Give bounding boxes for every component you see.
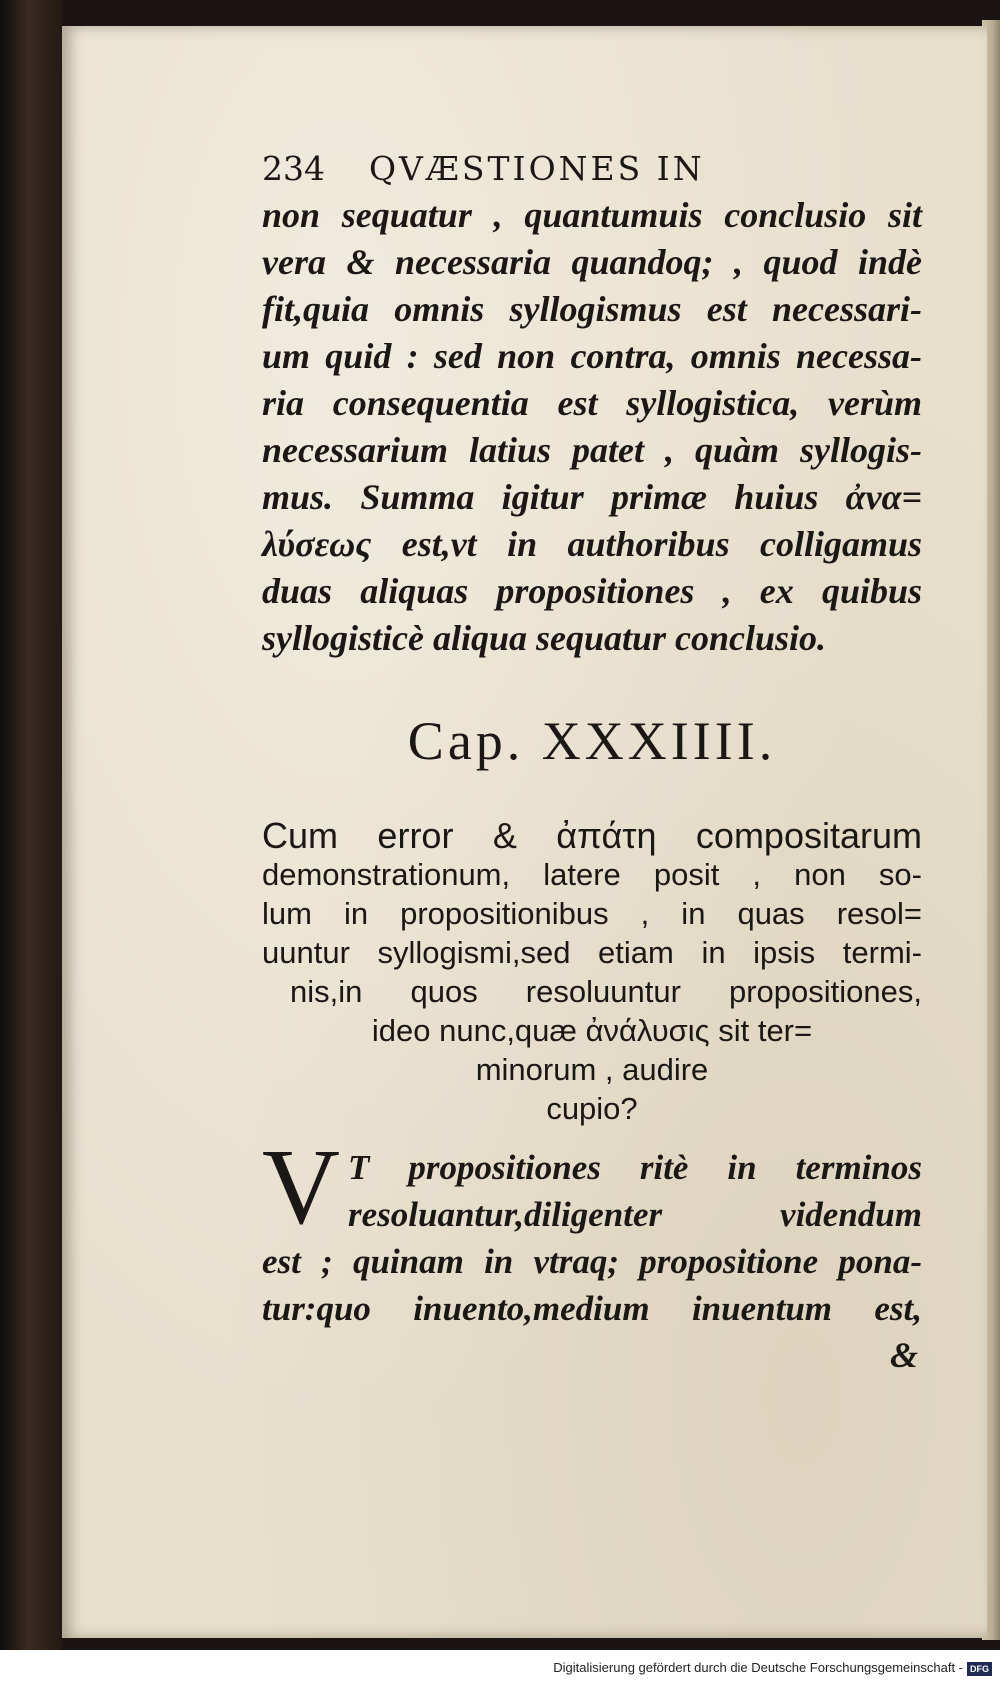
answer-block <box>262 1128 922 1332</box>
footer-credit: Digitalisierung gefördert durch die Deutsche Forschungsgemeinschaft - <box>553 1660 963 1675</box>
text-line: resoluantur,diligenter videndum <box>348 1195 922 1234</box>
chapter-heading: Cap. XXXIIII. <box>407 711 777 771</box>
text-line: nis,in quos resoluuntur propositiones, <box>290 974 922 1009</box>
text-line: uuntur syllogismi,sed etiam in ipsis termi- <box>262 935 922 970</box>
text-line: minorum , audire <box>475 1052 709 1087</box>
paragraph-1 <box>262 192 922 662</box>
text-line: T propositiones ritè in terminos <box>348 1148 922 1187</box>
text-line: mus. Summa igitur primæ huius ἀνα= <box>262 477 922 517</box>
running-header <box>262 146 922 192</box>
book-spine <box>0 0 62 1650</box>
text-line: lum in propositionibus , in quas resol= <box>262 896 922 931</box>
page-number: 234 <box>262 149 325 188</box>
text-line: vera & necessaria quandoq; , quod indè <box>262 242 922 282</box>
text-line: λύσεως est,vt in authoribus colligamus <box>262 524 922 564</box>
text-line: necessarium latius patet , quàm syllogis- <box>262 430 922 470</box>
text-line: demonstrationum, latere posit , non so- <box>262 857 922 892</box>
text-line: syllogisticè aliqua sequatur conclusio. <box>262 618 827 658</box>
text-line: ria consequentia est syllogistica, verùm <box>262 383 922 423</box>
dfg-logo-icon: DFG <box>967 1662 992 1676</box>
running-head: QVÆSTIONES IN <box>369 149 705 188</box>
text-line: tur:quo inuento,medium inuentum est, <box>262 1289 922 1328</box>
question-block <box>262 816 922 1128</box>
text-line: duas aliquas propositiones , ex quibus <box>262 571 922 611</box>
drop-cap: V <box>262 1128 340 1247</box>
page-text <box>262 146 922 1378</box>
text-line: Cum error & ἀπάτη compositarum <box>262 815 922 856</box>
text-line: um quid : sed non contra, omnis necessa- <box>262 336 922 376</box>
text-line: fit,quia omnis syllogismus est necessari- <box>262 289 922 329</box>
text-line: non sequatur , quantumuis conclusio sit <box>262 195 922 235</box>
digitization-footer <box>0 1650 1000 1685</box>
text-line: ideo nunc,quæ ἀνάλυσις sit ter= <box>371 1013 813 1048</box>
text-line: est ; quinam in vtraq; propositione pona- <box>262 1242 922 1281</box>
text-line: cupio? <box>546 1091 638 1126</box>
catchword: & <box>889 1335 918 1375</box>
